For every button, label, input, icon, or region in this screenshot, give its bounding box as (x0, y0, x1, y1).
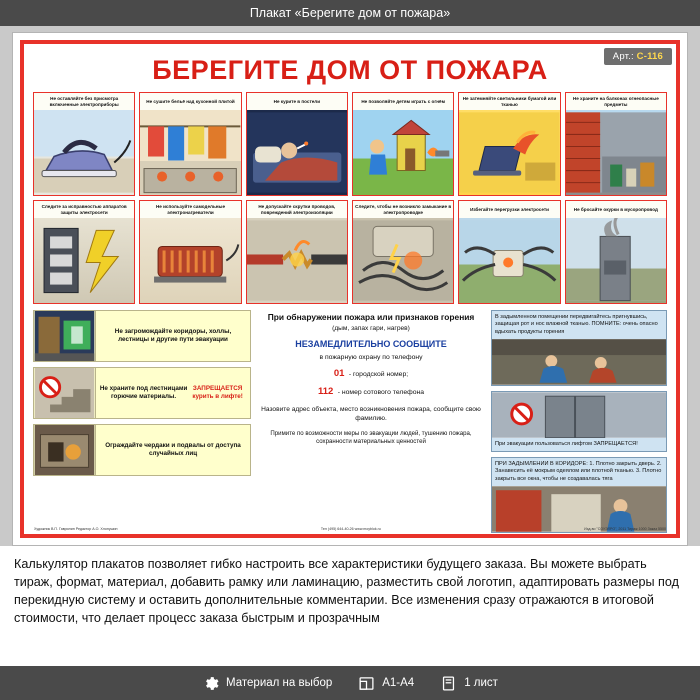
sheet-icon (440, 675, 457, 692)
poster-title: БЕРЕГИТЕ ДОМ ОТ ПОЖАРА (152, 55, 548, 85)
center-blue: НЕЗАМЕДЛИТЕЛЬНО СООБЩИТЕ (295, 339, 447, 350)
cell-twisted-wires (246, 200, 348, 304)
corridor-smoke-panel (491, 457, 667, 533)
corridor-note (33, 310, 251, 362)
center-instructions (256, 310, 486, 533)
stairs-picture (34, 368, 96, 418)
cell-caption: Следите, чтобы не возникло замыкание в электропроводке (355, 204, 452, 215)
cell-caption: Не позволяйте детям играть с огнём (361, 98, 445, 104)
poster-inner-frame (20, 40, 680, 538)
cell-balcony (565, 92, 667, 196)
center-sub: (дым, запах гари, нагрев) (332, 324, 410, 332)
stairs-note-red: ЗАПРЕЩАЕТСЯ курить в лифте! (192, 384, 243, 400)
cell-homemade-heater (139, 200, 241, 304)
cell-chute (565, 200, 667, 304)
attic-note-text: Ограждайте чердаки и подвалы от доступа случайных лиц (105, 441, 241, 457)
overload-illustration (459, 218, 559, 303)
cell-covered-lamp (458, 92, 560, 196)
credits-center: Тел (495) 644-40-26 www.moyblok.ru (320, 527, 381, 532)
breaker-illustration (34, 218, 134, 303)
cell-short-circuit (352, 200, 454, 304)
cell-overload (458, 200, 560, 304)
smoke-room-picture (492, 339, 666, 385)
chute-illustration (566, 218, 666, 303)
cell-caption: Избегайте перегрузки электросети (470, 206, 549, 212)
cell-caption: Не используйте самодельные электронагреватели (155, 204, 226, 215)
feature-format (358, 675, 414, 692)
cell-bed-smoking (246, 92, 348, 196)
corridor-note-text: Не загромождайте коридоры, холлы, лестницы и другие пути эвакуации (114, 327, 232, 343)
emergency-number-1 (334, 363, 408, 381)
cell-caption: Не бросайте окурки в мусоропровод (573, 206, 658, 212)
feature-material (202, 675, 332, 692)
number-01-text: - городской номер; (348, 370, 409, 378)
lamp-illustration (459, 110, 559, 195)
feature-format-label: А1-А4 (382, 677, 415, 689)
center-box1: Назовите адрес объекта, место возникновения пожара, сообщите свою фамилию. (261, 405, 481, 423)
article-label: Арт.: (612, 51, 634, 62)
laundry-illustration (140, 110, 240, 195)
center-box2: Примите по возможности меры по эвакуации людей, тушению пожара, сохранности материальных ценностей (270, 429, 472, 446)
smoke-room-text: В задымленном помещении передвигайтесь пригнувшись, защищая рот и нос влажной тканью. ПОМНИТЕ: очень опасно вдыхать продукты горения (492, 311, 666, 339)
poster-canvas (0, 26, 700, 546)
cell-caption: Не допускайте скрутки проводов, повреждений электроизоляции (258, 204, 336, 215)
corridor-smoke-text: ПРИ ЗАДЫМЛЕНИИ В КОРИДОРЕ: 1. Плотно закрыть дверь. 2. Занавесить её мокрым одеялом или плотной тканью. 3. Плотно закрыть все окна, чтобы не создавалась тяга (492, 458, 666, 486)
cell-caption: Не сушите бельё над кухонной плитой (146, 98, 235, 104)
cell-laundry (139, 92, 241, 196)
short-circuit-illustration (353, 218, 453, 303)
no-lift-picture (492, 392, 666, 438)
no-lift-panel (491, 391, 667, 452)
cell-breaker (33, 200, 135, 304)
number-112: 112 (317, 385, 334, 397)
cell-caption: Не курите в постели (273, 98, 321, 104)
bed-smoking-illustration (247, 110, 347, 195)
twisted-wires-illustration (247, 218, 347, 303)
feature-material-label: Материал на выбор (226, 677, 333, 689)
stairs-note (33, 367, 251, 419)
lower-section (28, 308, 672, 537)
center-head: При обнаружении пожара или признаков горения (267, 312, 475, 322)
smoke-room-panel (491, 310, 667, 386)
emergency-number-2 (318, 381, 424, 399)
attic-note (33, 424, 251, 476)
cell-child-fire (352, 92, 454, 196)
article-value: С-116 (636, 51, 663, 62)
gear-icon (202, 675, 219, 692)
stairs-note-main: Не храните под лестницами горючие материалы. (99, 384, 188, 400)
cell-caption: Не оставляйте без присмотра включенные электроприборы (49, 96, 119, 107)
child-fire-illustration (353, 110, 453, 195)
description-text: Калькулятор плакатов позволяет гибко настроить все характеристики будущего заказа. Вы можете выбрать тираж, формат, материал, добавить рамку или ламинацию, разместить свой логотип, адаптировать размеры под перекидную систему и оставить дополнительные комментарии. Все изменения сразу отражаются в итоговой стоимости, что делает процесс заказа быстрым и прозрачным (14, 557, 679, 625)
pictogram-row-2 (28, 200, 672, 304)
article-badge (604, 48, 672, 65)
cell-caption: Не затемняйте светильники бумагой или тканью (462, 96, 557, 107)
number-112-text: - номер сотового телефона (337, 388, 425, 396)
corridor-picture (34, 311, 96, 361)
right-panels-column (491, 310, 667, 533)
feature-sheet (440, 675, 498, 692)
balcony-illustration (566, 110, 666, 195)
corridor-smoke-picture (492, 486, 666, 532)
window-title: Плакат «Берегите дом от пожара» (249, 6, 451, 20)
feature-bar (0, 666, 700, 700)
stairs-note-text (96, 368, 250, 418)
cell-caption: Следите за исправностью аппаратов защиты электросети (41, 204, 127, 215)
cell-caption: Не храните на балконах огнеопасные предметы (572, 96, 659, 107)
center-line1: в пожарную охрану по телефону (319, 354, 423, 362)
format-icon (358, 675, 375, 692)
window-titlebar (0, 0, 700, 26)
cell-iron (33, 92, 135, 196)
feature-sheet-label: 1 лист (464, 677, 498, 689)
attic-picture (34, 425, 96, 475)
no-lift-text: При эвакуации пользоваться лифтом ЗАПРЕЩАЕТСЯ! (492, 438, 666, 451)
credits-right: Изд-во "СОУЭЛРО", 2011 Тираж 1000 Заказ 5500 (584, 527, 666, 532)
left-notes-column (33, 310, 251, 533)
pictogram-row-1 (28, 92, 672, 196)
iron-illustration (34, 110, 134, 195)
credits-left: Художник В.П. Гаврилин Редактор А.О. Хлопушин (34, 527, 118, 532)
poster-credits (24, 527, 676, 532)
poster (12, 32, 688, 546)
number-01: 01 (333, 367, 345, 379)
heater-illustration (140, 218, 240, 303)
